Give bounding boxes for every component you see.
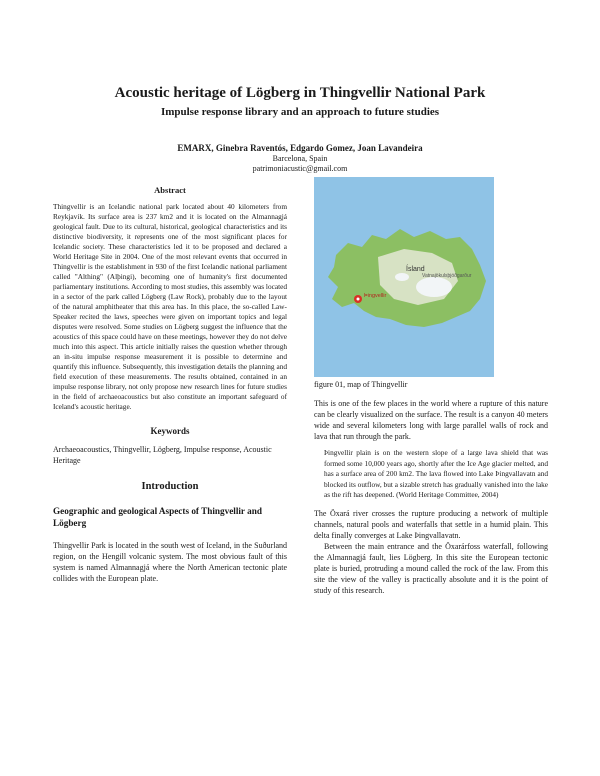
paper-title: Acoustic heritage of Lögberg in Thingvellir National Park — [114, 85, 486, 101]
glacier-area — [416, 277, 452, 297]
abstract-heading: Abstract — [154, 185, 186, 195]
map-region-label: Vatnajökulsþjóðgarður — [422, 273, 472, 279]
author-list: EMARX, Ginebra Raventós, Edgardo Gomez, Joan Lavandeira — [177, 143, 423, 153]
iceland-map-image — [314, 177, 494, 377]
keywords-heading: Keywords — [150, 426, 190, 436]
introduction-heading: Introduction — [141, 481, 199, 492]
iceland-map-figure — [314, 177, 494, 377]
figure-caption: figure 01, map of Thingvellir — [314, 380, 408, 389]
geography-subheading: Geographic and geological Aspects of Thingvellir and Lögberg — [53, 506, 262, 528]
right-paragraph-3: Between the main entrance and the Öxarárfoss waterfall, following the Almannagjá fault, lies Lögberg. In this site the European tectonic plate is buried, protruding a mound called the rock of the law. From this site the view of the valley is practically absolute and it is the point of study of this research. — [314, 541, 548, 595]
right-column — [314, 177, 548, 596]
glacier-area-small — [395, 273, 409, 281]
intro-paragraph: Thingvellir Park is located in the south west of Iceland, in the Suðurland region, on the Hengill volcanic system. The most obvious fault of this system is named Almannagjá where the North American tectonic plate collides with the European plate. — [53, 541, 287, 583]
abstract-text: Thingvellir is an Icelandic national park located about 40 kilometers from Reykjavik. Its surface area is 237 km2 and it is located on the Almannagjá geological fault. Due to its cultural, historical, geological characteristics and its distinctive biodiversity, it represents one of the most significant places for Icelandic society. These characteristics led it to be proposed and declared a World Heritage Site in 2004. One of the most relevant events that occurred in Thingvellir is the establishment in 930 of the first Icelandic national parliament called "Althing" (Alþingi), becoming one of humanity's first documented parliamentary institutions. According to most studies, this assembly was located in a sector of the park called Lögberg (Law Rock), probably due to the layout of the natural amphitheater that this area has. In this place, the so-called Law-Speaker recited the laws, speeches were given on important topics and legal disputes were resolved. Some studies on Lögberg suggest the influence that the acoustics of this space could have on these meetings, however they do not delve much into this aspect. This article initially raises the question whether through an in-situ impulse response measurement it is possible to determine and quantify this influence. Subsequently, this investigation details the planning and field execution of these measurements. The results obtained, contained in an impulse response library, not only propose new research lines for future studies in the field of archaeoacoustics but also constitute an important safeguard of Iceland's acoustic heritage. — [53, 202, 287, 411]
map-marker-label: Þingvellir — [364, 293, 387, 299]
right-paragraph-1: This is one of the few places in the world where a rupture of this nature can be clearly visualized on the surface. The result is a canyon 40 meters wide and several kilometers long with large parallel walls of rock and lava that run through the park. — [314, 399, 548, 441]
right-paragraph-2: The Öxará river crosses the rupture producing a network of multiple channels, natural pools and waterfalls that settle in a humid plain. This delta finally converges at Lake Þingvallavatn. — [314, 508, 548, 540]
left-column — [53, 185, 287, 584]
keywords-text: Archaeoacoustics, Thingvellir, Lögberg, Impulse response, Acoustic Heritage — [53, 445, 272, 465]
location-marker-dot — [357, 298, 360, 301]
author-email: patrimoniacustic@gmail.com — [252, 164, 348, 173]
paper-subtitle: Impulse response library and an approach to future studies — [160, 106, 440, 118]
map-country-label: Ísland — [406, 266, 425, 273]
block-quote: Þingvellir plain is on the western slope of a large lava shield that was formed some 10,000 years ago, shortly after the Ice Age glacier melted, and has a surface area of 200 km2. The lava flowed into Lake Þingvallavatn and blocked its outflow, but a sizable stretch has gradually vanished into the lake as the rift has deepened. (World Heritage Committee, 2004) — [324, 448, 548, 499]
author-location: Barcelona, Spain — [272, 154, 328, 163]
